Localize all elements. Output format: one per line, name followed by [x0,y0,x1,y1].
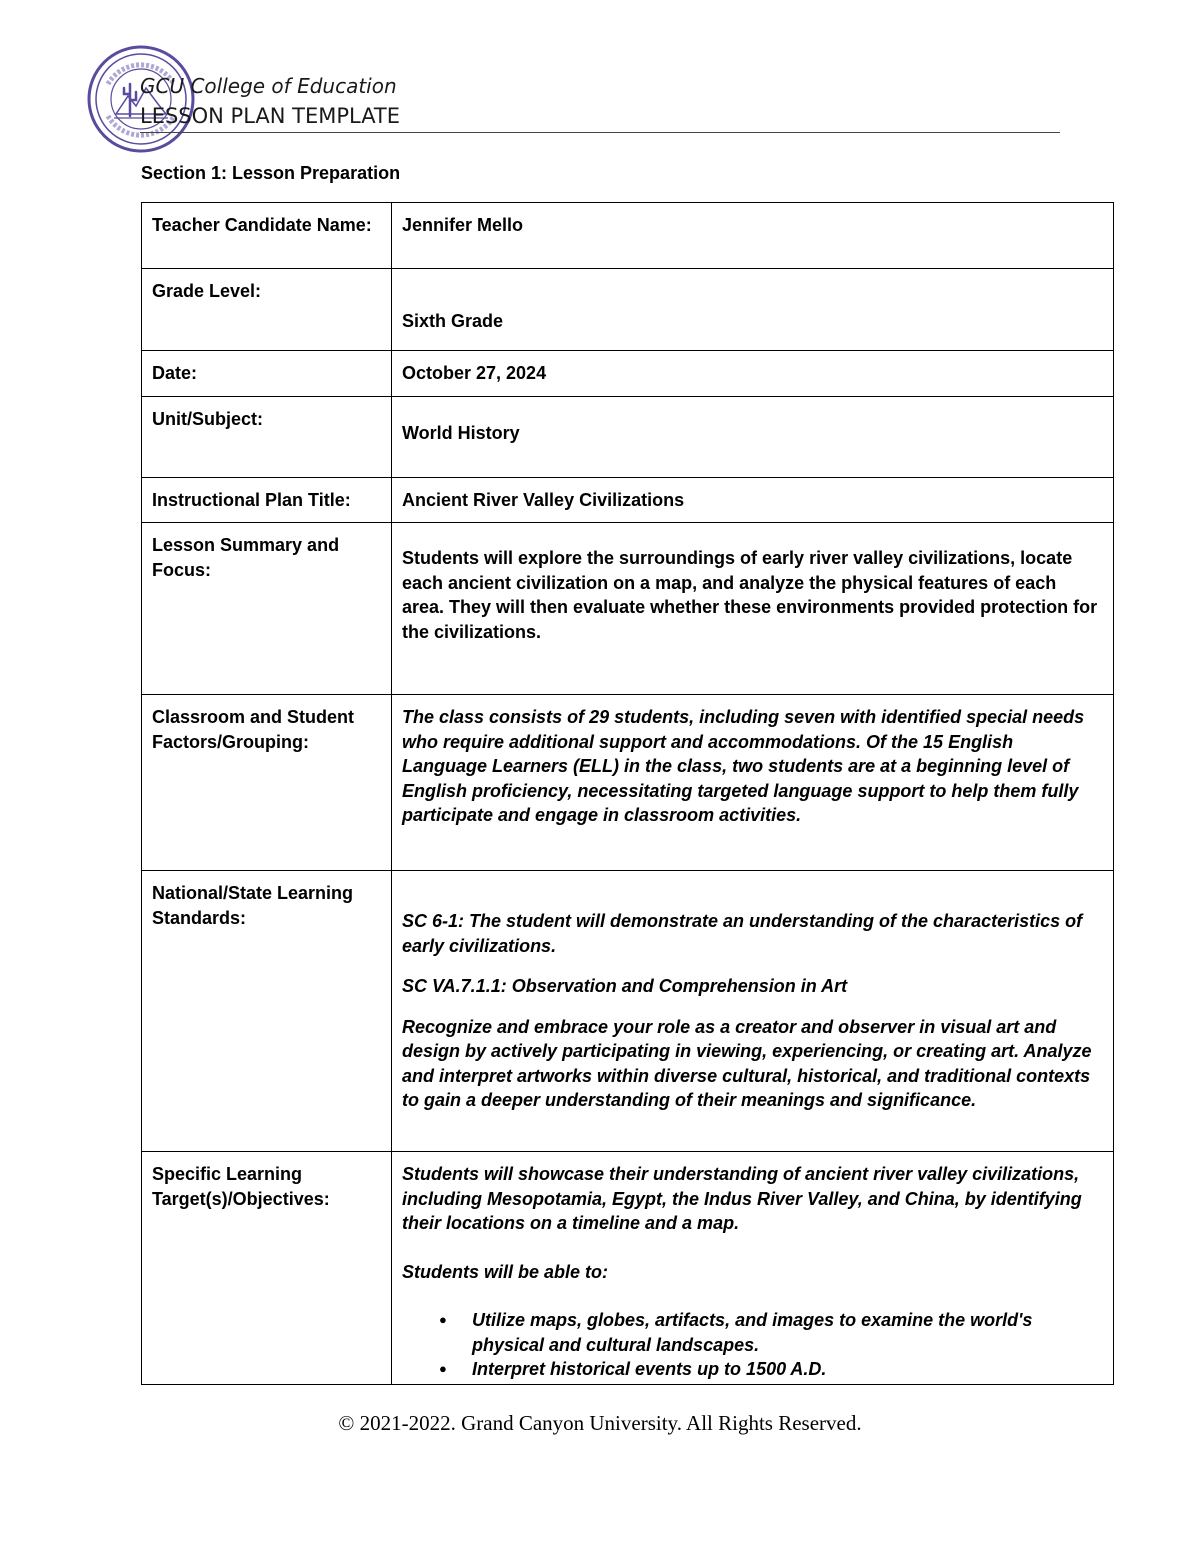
objectives-intro: Students will showcase their understanding of ancient river valley civilizations, including Mesopotamia, Egypt, the Indus River Valley, and China, by identifying their locations on a timeline and a map. [402,1164,1082,1233]
copyright-footer: © 2021-2022. Grand Canyon University. All Rights Reserved. [338,1411,862,1435]
plan-title-value: Ancient River Valley Civilizations [392,477,1114,523]
grade-level-label: Grade Level: [142,269,392,351]
list-item: ● Utilize maps, globes, artifacts, and images to examine the world's physical and cultural landscapes. [472,1308,1103,1357]
standard-sc-va-7-1-1: SC VA.7.1.1: Observation and Comprehension in Art [402,976,848,996]
table-row [142,523,1114,695]
university-seal-icon [86,44,196,154]
table-row [142,1152,1114,1385]
table-row [142,269,1114,351]
table-row [142,351,1114,397]
objectives-lead: Students will be able to: [402,1261,609,1282]
lesson-summary-value: Students will explore the surroundings of early river valley civilizations, locate each ancient civilization on a map, and analyze the physical features of each area. They will then evaluate whether these environments provided protection for the civilizations. [402,548,1098,642]
unit-subject-cell [392,396,1114,477]
table-row [142,396,1114,477]
template-title: LESSON PLAN TEMPLATE [140,104,401,128]
classroom-factors-value: The class consists of 29 students, including seven with identified special needs who require additional support and accommodations. Of the 15 English Language Learners (ELL) in the class, two students are at a beginning level of English proficiency, necessitating targeted language support to help them fully participate and engage in classroom activities. [392,695,1114,871]
section-title: Section 1: Lesson Preparation [141,163,401,183]
grade-level-value: Sixth Grade [402,311,504,331]
date-value: October 27, 2024 [392,351,1114,397]
table-row [142,871,1114,1152]
document-header [86,44,1060,154]
date-label: Date: [142,351,392,397]
learning-standards-cell [392,871,1114,1152]
plan-title-label: Instructional Plan Title: [142,477,392,523]
lesson-prep-table [141,202,1114,1385]
standard-description: Recognize and embrace your role as a creator and observer in visual art and design by actively participating in viewing, experiencing, or creating art. Analyze and interpret artworks within diverse cultural, historical, and traditional contexts to gain a deeper understanding of their meanings and significance. [402,1016,1092,1110]
list-item: ● Interpret historical events up to 1500 A.D. [472,1357,1103,1382]
lesson-summary-cell [392,523,1114,695]
table-row [142,203,1114,269]
table-row [142,477,1114,523]
unit-subject-value: World History [402,422,520,443]
learning-standards-label: National/State Learning Standards: [142,871,392,1152]
teacher-name-label: Teacher Candidate Name: [142,203,392,269]
classroom-factors-label: Classroom and Student Factors/Grouping: [142,695,392,871]
teacher-name-value: Jennifer Mello [392,203,1114,269]
college-name: GCU College of Education [140,74,397,98]
table-row [142,695,1114,871]
grade-level-cell [392,269,1114,351]
lesson-summary-label: Lesson Summary and Focus: [142,523,392,695]
unit-subject-label: Unit/Subject: [142,396,392,477]
learning-objectives-cell [392,1152,1114,1385]
learning-objectives-label: Specific Learning Target(s)/Objectives: [142,1152,392,1385]
header-divider [140,132,1060,133]
objectives-list [402,1308,1103,1382]
standard-sc-6-1: SC 6-1: The student will demonstrate an understanding of the characteristics of early civilizations. [402,911,1083,956]
